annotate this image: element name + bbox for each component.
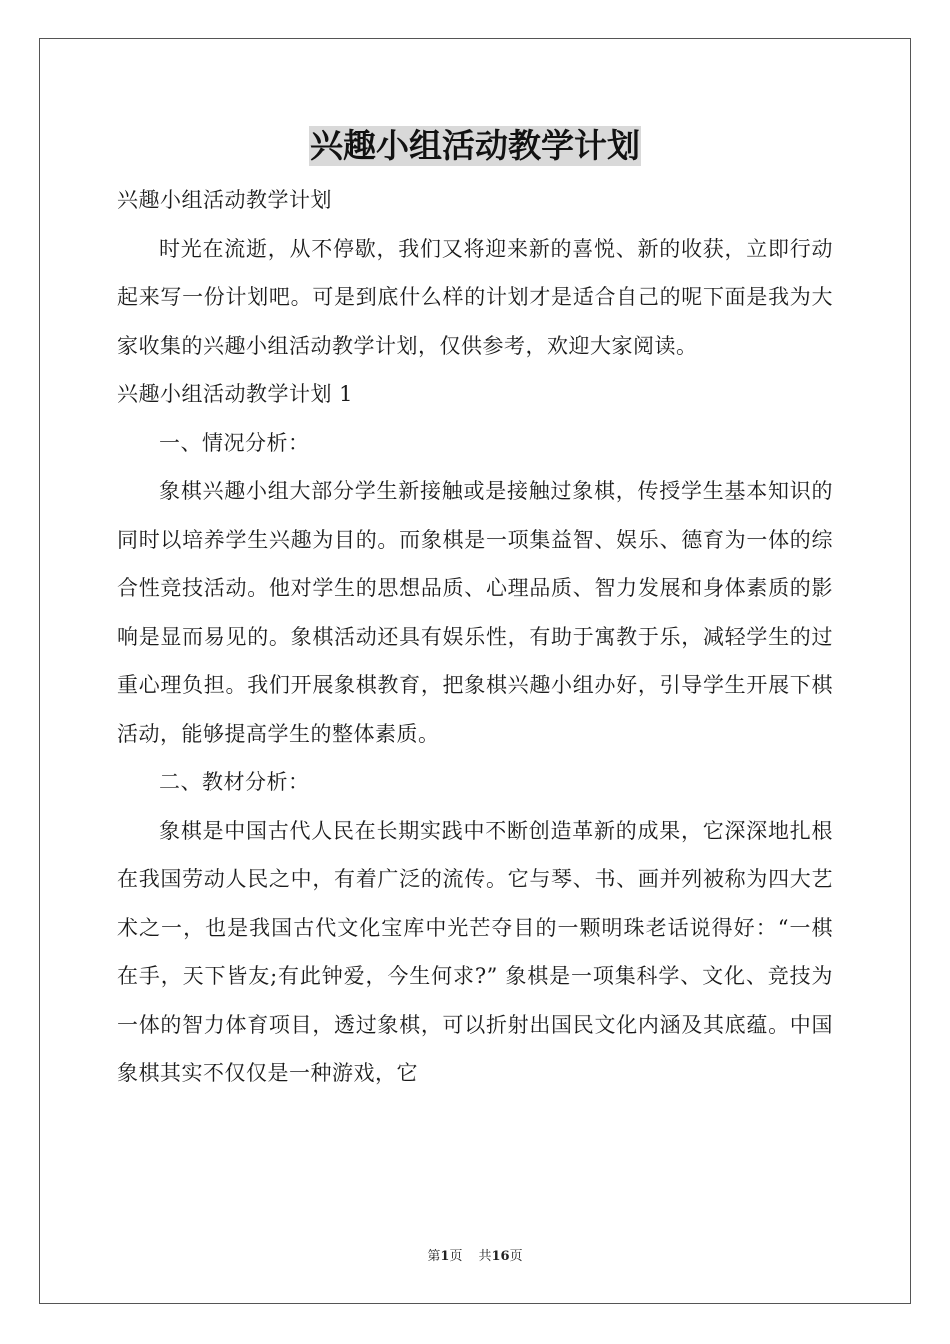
intro-paragraph: 时光在流逝，从不停歇，我们又将迎来新的喜悦、新的收获，立即行动起来写一份计划吧。可是到底什么样的计划才是适合自己的呢下面是我为大家收集的兴趣小组活动教学计划，仅供参考，欢迎大家阅读。 [117,236,833,358]
document-body [117,176,833,1098]
section-heading: 兴趣小组活动教学计划 1 [117,382,354,406]
situation-paragraph: 象棋兴趣小组大部分学生新接触或是接触过象棋，传授学生基本知识的同时以培养学生兴趣为目的。而象棋是一项集益智、娱乐、德育为一体的综合性竞技活动。他对学生的思想品质、心理品质、智力发展和身体素质的影响是显而易见的。象棋活动还具有娱乐性，有助于寓教于乐，减轻学生的过重心理负担。我们开展象棋教育，把象棋兴趣小组办好，引导学生开展下棋活动，能够提高学生的整体素质。 [117,479,833,746]
subtitle-paragraph: 兴趣小组活动教学计划 [117,188,332,212]
total-prefix: 共 [478,1249,492,1264]
total-pages: 16 [491,1249,510,1264]
page-suffix: 页 [449,1249,463,1264]
page-prefix: 第 [427,1249,441,1264]
title-container [0,126,950,166]
material-heading: 二、教材分析： [159,770,310,794]
material-paragraph: 象棋是中国古代人民在长期实践中不断创造革新的成果，它深深地扎根在我国劳动人民之中，有着广泛的流传。它与琴、书、画并列被称为四大艺术之一，也是我国古代文化宝库中光芒夺目的一颗明珠老话说得好：“一棋在手，天下皆友;有此钟爱，今生何求?” 象棋是一项集科学、文化、竞技为一体的智力体育项目，透过象棋，可以折射出国民文化内涵及其底蕴。中国象棋其实不仅仅是一种游戏，它 [117,818,833,1085]
total-suffix: 页 [509,1249,523,1264]
page-number: 1 [440,1249,450,1264]
page-footer [0,1248,950,1266]
situation-heading: 一、情况分析： [159,430,310,455]
document-title: 兴趣小组活动教学计划 [310,126,640,165]
